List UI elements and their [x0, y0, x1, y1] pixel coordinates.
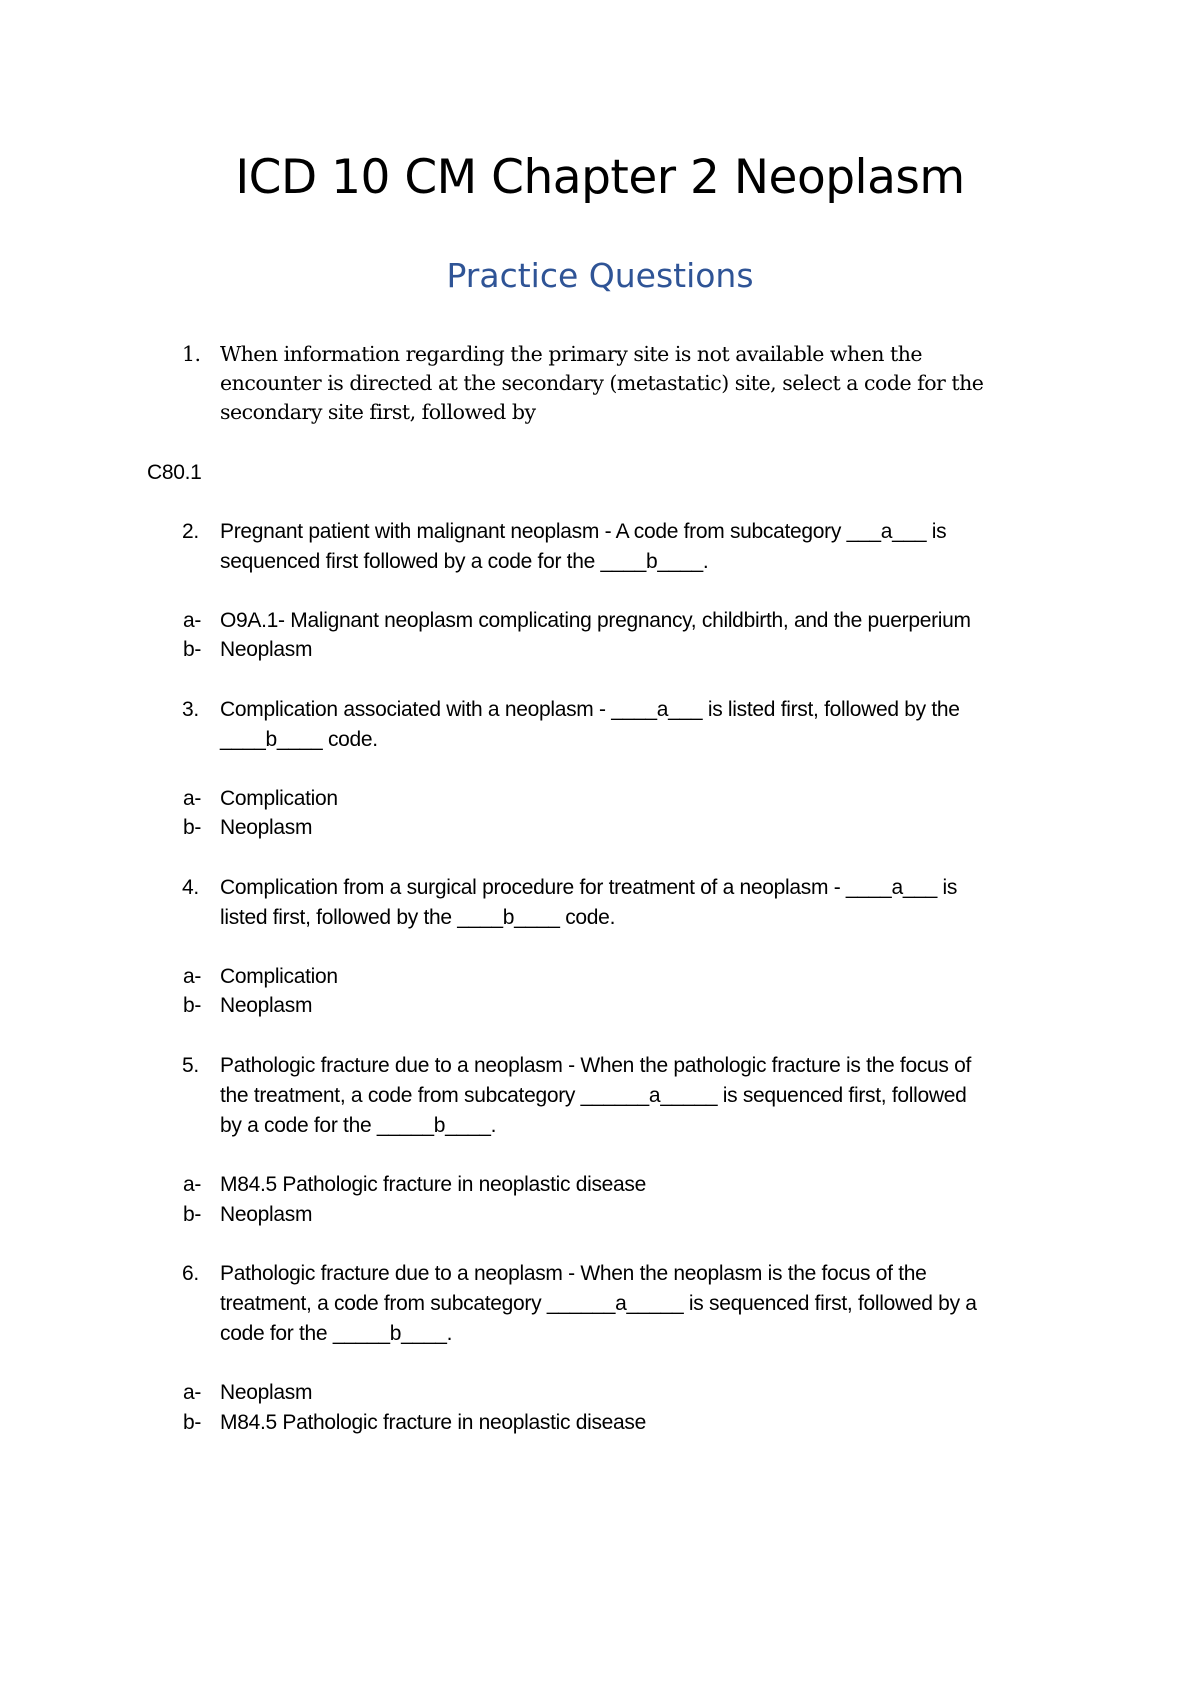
answer-text: O9A.1- Malignant neoplasm complicating pregnancy, childbirth, and the puerperium: [220, 609, 971, 632]
question-text-line: the treatment, a code from subcategory ______a_____ is sequenced first, followed: [220, 1084, 967, 1107]
question-text-line: Pathologic fracture due to a neoplasm - When the pathologic fracture is the focus of: [220, 1054, 972, 1077]
question-number: 3.: [182, 698, 199, 721]
question-number: 5.: [182, 1054, 199, 1077]
answer-label: b-: [183, 1411, 202, 1434]
answer-text: M84.5 Pathologic fracture in neoplastic disease: [220, 1173, 646, 1196]
answer-text: Complication: [220, 965, 338, 988]
question-number: 4.: [182, 876, 199, 899]
question-text-line: Complication from a surgical procedure for treatment of a neoplasm - ____a___ is: [220, 876, 958, 899]
answer-label: a-: [183, 609, 202, 632]
answer-text: Neoplasm: [220, 1203, 313, 1226]
answer-text: Neoplasm: [220, 1381, 313, 1404]
answer-text: Neoplasm: [220, 638, 313, 661]
document-subtitle: Practice Questions: [446, 256, 754, 295]
answer-label: b-: [183, 816, 202, 839]
answer-label: a-: [183, 965, 202, 988]
question-text-line: treatment, a code from subcategory ______a_____ is sequenced first, followed by a: [220, 1292, 977, 1315]
question-text-line: by a code for the _____b____.: [220, 1114, 497, 1137]
answer-label: a-: [183, 1173, 202, 1196]
question-number: 1.: [182, 342, 201, 366]
answer-label: b-: [183, 994, 202, 1017]
answer-text: Neoplasm: [220, 816, 313, 839]
answer-text: Neoplasm: [220, 994, 313, 1017]
question-text-line: listed first, followed by the ____b____ code.: [220, 906, 616, 929]
answer-label: b-: [183, 638, 202, 661]
question-text-line: sequenced first followed by a code for the ____b____.: [220, 550, 709, 573]
question-text-line: code for the _____b____.: [220, 1322, 453, 1345]
answer-text: Complication: [220, 787, 338, 810]
question-number: 6.: [182, 1262, 199, 1285]
question-text-line: ____b____ code.: [220, 728, 378, 751]
answer-text: C80.1: [147, 461, 202, 484]
question-text-line: Pregnant patient with malignant neoplasm - A code from subcategory ___a___ is: [220, 520, 947, 543]
question-number: 2.: [182, 520, 199, 543]
document-title: ICD 10 CM Chapter 2 Neoplasm: [235, 150, 965, 205]
question-text-line: Complication associated with a neoplasm - ____a___ is listed first, followed by the: [220, 698, 960, 721]
answer-label: b-: [183, 1203, 202, 1226]
question-text-line: Pathologic fracture due to a neoplasm - When the neoplasm is the focus of the: [220, 1262, 927, 1285]
question-text-line: secondary site first, followed by: [220, 400, 536, 424]
answer-text: M84.5 Pathologic fracture in neoplastic disease: [220, 1411, 646, 1434]
question-text-line: When information regarding the primary site is not available when the: [220, 342, 923, 366]
answer-label: a-: [183, 1381, 202, 1404]
answer-label: a-: [183, 787, 202, 810]
question-text-line: encounter is directed at the secondary (metastatic) site, select a code for the: [220, 371, 984, 395]
